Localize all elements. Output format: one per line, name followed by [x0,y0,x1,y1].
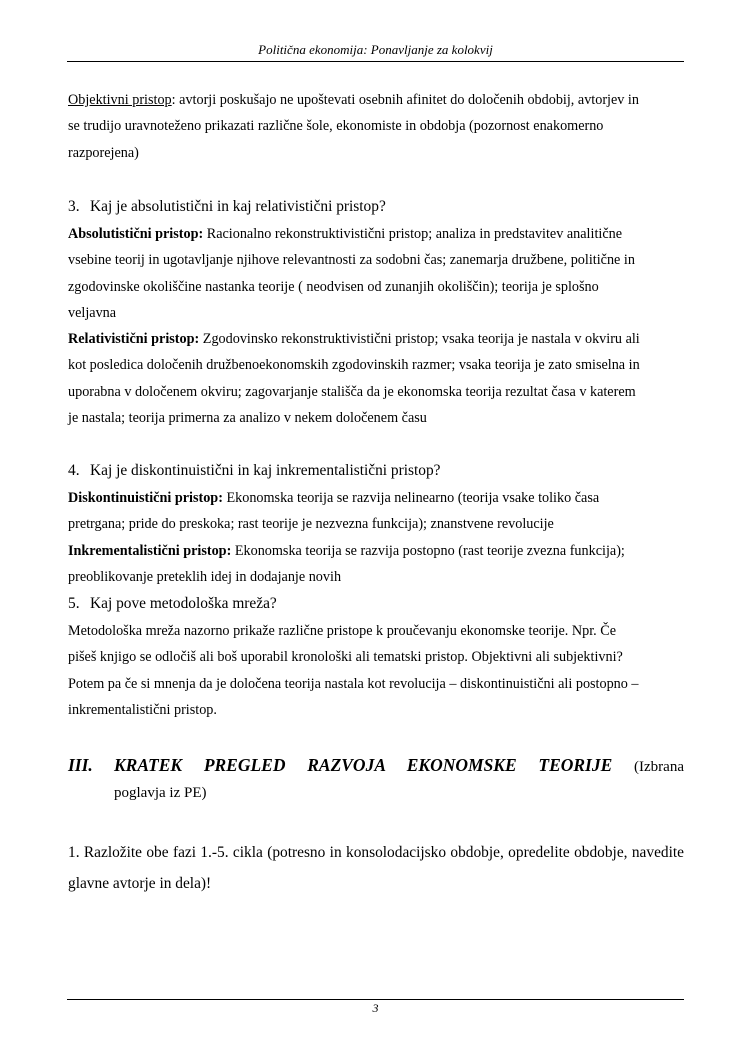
relativisticni-paragraph [68,326,684,431]
objektivni-term: Objektivni pristop [68,92,172,108]
text-line: Ekonomska teorija se razvija nelinearno (teorija vsake toliko časa [222,490,600,506]
text-line: uporabna v določenem okviru; zagovarjanje stališča da je ekonomska teorija rezultat časa v katerem [68,383,636,400]
question-5-heading [68,592,277,616]
objektivni-paragraph [68,87,684,166]
text-line: preoblikovanje preteklih idej in dodajanje novih [68,569,342,586]
question-text: Kaj je diskontinuistični in kaj inkrementalistični pristop? [90,462,441,479]
question-text: Kaj pove metodološka mreža? [90,595,277,612]
question-4-heading [68,459,441,483]
question-number: 3. [68,198,80,215]
question-3-heading [68,195,386,219]
text-line: Metodološka mreža nazorno prikaže različne pristope k proučevanju ekonomske teorije. Npr. Če [68,623,616,639]
text-line: Potem pa če si mnenja da je določena teorija nastala kot revolucija – diskontinuistični ali postopno – [68,675,639,692]
footer-divider [67,999,684,1000]
question-text: Kaj je absolutistični in kaj relativistični pristop? [90,198,386,215]
question-number: 5. [68,595,80,612]
text-line: vsebine teorij in ugotavljanje njihove relevantnosti za sodobni čas; zanemarja družbene, politične in [68,252,635,269]
text-line: se trudijo uravnoteženo prikazati različne šole, ekonomiste in obdobja (pozornost enakomerno [68,118,604,135]
section-note-end: poglavja iz PE) [114,785,207,801]
text-line: inkrementalistični pristop. [68,701,217,718]
question-number: 4. [68,462,80,479]
running-header: Politična ekonomija: Ponavljanje za kolokvij [258,42,493,57]
absolutisticni-term: Absolutistični pristop: [68,226,204,242]
section-title-text: KRATEK PREGLED RAZVOJA EKONOMSKE TEORIJE [114,755,613,775]
text-line: zgodovinske okoliščine nastanka teorije ( neodvisen od zunanjih okoliščin); teorija je splošno [68,278,599,295]
task-1-text: 1. Razložite obe fazi 1.-5. cikla (potresno in konsolodacijsko obdobje, opredelite obdobje, navedite glavne avtorje in dela)! [68,844,684,892]
diskontinuisticni-term: Diskontinuistični pristop: [68,490,223,506]
text-line: je nastala; teorija primerna za analizo v nekem določenem času [68,409,427,426]
page-number: 3 [372,1001,379,1015]
section-note-start: (Izbrana [634,759,684,775]
absolutisticni-paragraph [68,221,684,326]
text-line: veljavna [68,304,117,321]
header-divider [67,61,684,62]
text-line: pišeš knjigo se odločiš ali boš uporabil kronološki ali tematski pristop. Objektivni ali subjektivni? [68,649,623,666]
text-line: Ekonomska teorija se razvija postopno (rast teorije zvezna funkcija); [231,543,625,559]
text-line: kot posledica določenih družbenoekonomskih zgodovinskih razmer; vsaka teorija je zato smiselna in [68,357,640,374]
text-line: : avtorji poskušajo ne upoštevati osebnih afinitet do določenih obdobij, avtorjev in [171,92,639,108]
text-line: Zgodovinsko rekonstruktivistični pristop; vsaka teorija je nastala v okviru ali [199,331,640,347]
text-line: Racionalno rekonstruktivistični pristop; analiza in predstavitev analitične [203,226,623,242]
relativisticni-term: Relativistični pristop: [68,331,200,347]
diskontinuisticni-paragraph [68,485,684,538]
inkrementalisticni-term: Inkrementalistični pristop: [68,543,232,559]
text-line: razporejena) [68,144,139,161]
text-line: pretrgana; pride do preskoka; rast teorije je nezvezna funkcija); znanstvene revolucije [68,516,554,533]
section-roman-numeral: III. [68,755,93,775]
inkrementalisticni-paragraph [68,538,684,591]
metodoloska-mreza-paragraph [68,618,684,723]
